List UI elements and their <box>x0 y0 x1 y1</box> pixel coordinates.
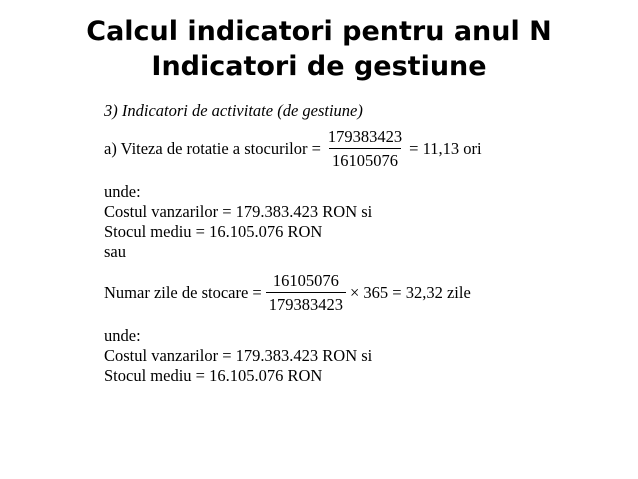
unde-label: unde: <box>104 182 141 201</box>
fraction <box>266 272 346 314</box>
costul-vanzarilor-line: Costul vanzarilor = 179.383.423 RON si <box>104 346 373 365</box>
sau-label: sau <box>104 242 126 261</box>
slide-title <box>0 14 638 84</box>
stocul-mediu-line: Stocul mediu = 16.105.076 RON <box>104 366 323 385</box>
equation-numar-zile <box>104 272 471 314</box>
fraction-denominator: 16105076 <box>329 148 401 170</box>
title-line-1: Calcul indicatori pentru anul N <box>86 16 552 47</box>
equation-viteza-rotatie <box>104 128 482 170</box>
equation-label: Numar zile de stocare = <box>104 283 262 302</box>
section-heading: 3) Indicatori de activitate (de gestiune) <box>104 101 363 120</box>
fraction-numerator: 16105076 <box>272 271 339 290</box>
equation-label: a) Viteza de rotatie a stocurilor = <box>104 139 321 158</box>
fraction-numerator: 179383423 <box>327 127 403 146</box>
title-line-2: Indicatori de gestiune <box>151 51 487 82</box>
unde-label: unde: <box>104 326 141 345</box>
fraction <box>325 128 405 170</box>
equation-result: = 11,13 ori <box>409 139 482 158</box>
fraction-denominator: 179383423 <box>266 292 346 314</box>
stocul-mediu-line: Stocul mediu = 16.105.076 RON <box>104 222 323 241</box>
equation-result: × 365 = 32,32 zile <box>349 283 471 302</box>
costul-vanzarilor-line: Costul vanzarilor = 179.383.423 RON si <box>104 202 373 221</box>
